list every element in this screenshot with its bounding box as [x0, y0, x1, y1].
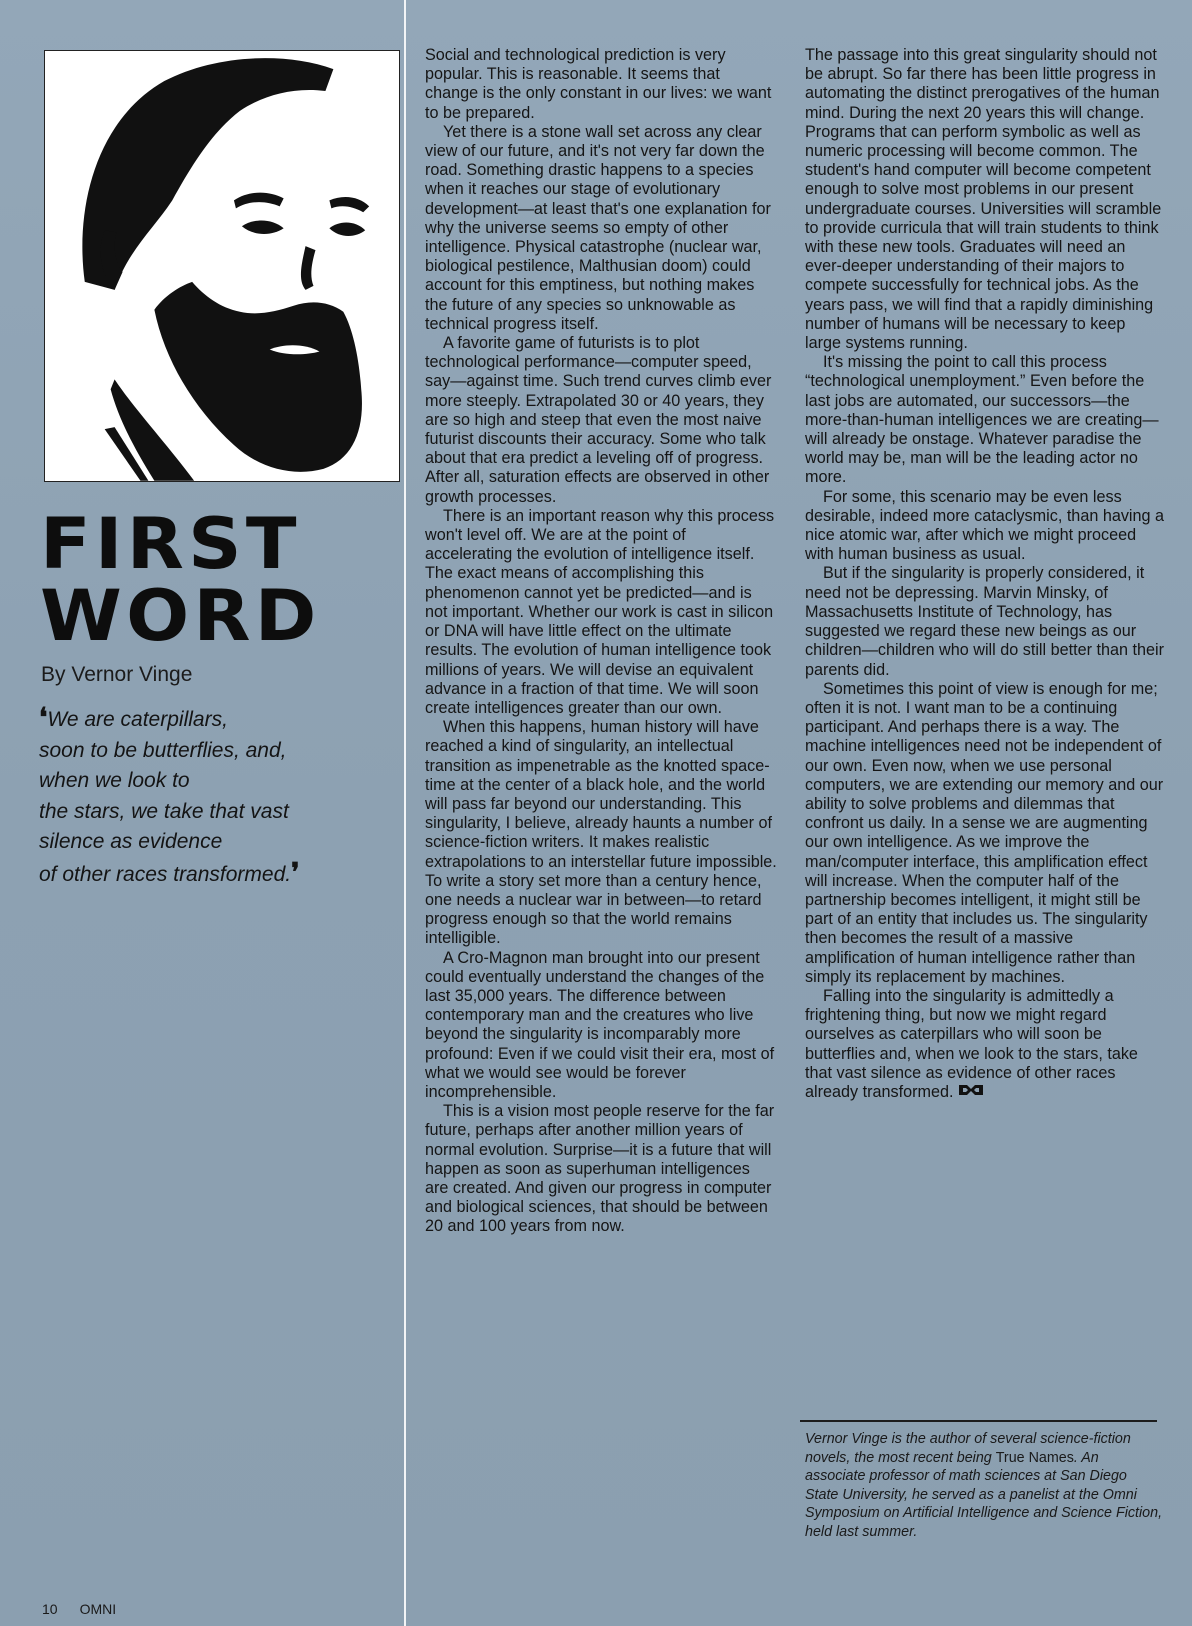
pull-quote-line-2: soon to be butterflies, and, — [39, 738, 287, 762]
paragraph: Social and technological prediction is very popular. This is reasonable. It seems that change is the only constant in our lives: we want to be prepared. — [425, 46, 772, 122]
paragraph: There is an important reason why this process won't level off. We are at the point of accelerating the evolution of intelligence itself. The exact means of accomplishing this phenomenon cannot yet be predicted—and is not important. Whether our work is cast in silicon or DNA will have little effect on the ultimate results. The evolution of human intelligence took millions of years. We will devise an equivalent advance in a fraction of that time. We will soon create intelligences greater than our own. — [425, 506, 775, 717]
bio-divider — [800, 1420, 1157, 1422]
open-quote-icon: ❛ — [39, 703, 48, 732]
pull-quote-line-3: when we look to — [39, 769, 190, 792]
magazine-name: OMNI — [79, 1601, 117, 1617]
pull-quote-line-1: ❛We are caterpillars, — [39, 703, 228, 732]
paragraph: Sometimes this point of view is enough for me; often it is not. I want man to be a continuing participant. And perhaps there is a way. The machine intelligences need not be independent of our own. Even now, when we use personal computers, we are extending our memory and our ability to solve problems and dilemmas that confront us daily. In a sense we are augmenting our own intelligence. As we improve the man/computer interface, this amplification effect will increase. When the computer half of the partnership becomes intelligent, it might still be part of an entity that includes us. The singularity then becomes the result of a massive amplification of human intelligence rather than simply its replacement by machines. — [805, 679, 1164, 986]
title-line-2: WORD — [40, 575, 321, 657]
author-portrait — [44, 50, 400, 482]
paragraph: The passage into this great singularity should not be abrupt. So far there has been little progress in automating the distinct prerogatives of the human mind. During the next 20 years this will change. Programs that can perform symbolic as well as numeric processing will become common. The student's hand computer will become competent enough to solve most problems in our present undergraduate courses. Universities will scramble to provide curricula that will train students to think with these new tools. Graduates will need an ever-deeper understanding of their majors to compete successfully for technical jobs. As the years pass, we will find that a rapidly diminishing number of humans will be necessary to keep large systems running. — [805, 46, 1162, 353]
paragraph: It's missing the point to call this process “technological unemployment.” Even before the last jobs are automated, our successors—the more-than-human intelligences we are creating—will already be onstage. Whatever paradise the world may be, man will be the leading actor no more. — [805, 353, 1159, 487]
pull-quote-line-4: the stars, we take that vast — [39, 799, 289, 823]
author-bio: Vernor Vinge is the author of several science-fiction novels, the most recent being True Names. An associate professor of math sciences at San Diego State University, he served as a panelist at the Omni Symposium on Artificial Intelligence and Science Fiction, held last summer. — [805, 1431, 1163, 1540]
pull-quote — [39, 703, 384, 890]
page-folio — [42, 1601, 138, 1617]
article-column-1 — [425, 46, 777, 1237]
article-column-2 — [805, 46, 1165, 1102]
paragraph: For some, this scenario may be even less desirable, indeed more cataclysmic, than having a nice atomic war, after which we might proceed with human business as usual. — [805, 487, 1165, 564]
pull-quote-line-5: silence as evidence — [39, 830, 223, 853]
paragraph-final: Falling into the singularity is admittedly a frightening thing, but now we might regard ourselves as caterpillars who will soon be butterflies and, when we look to the stars, take that vast silence as evidence of other races already transformed. — [805, 986, 1138, 1101]
paragraph: Yet there is a stone wall set across any clear view of our future, and it's not very far down the road. Something drastic happens to a species when it reaches our stage of evolutionary development—at least that's one explanation for why the universe seems so empty of other intelligence. Physical catastrophe (nuclear war, biological pestilence, Malthusian doom) could account for this emptiness, but nothing makes the future of any species so unknowable as technical progress itself. — [425, 122, 771, 333]
column-divider — [404, 0, 406, 1626]
close-quote-icon: ❜ — [291, 857, 300, 887]
book-title: True Names — [995, 1449, 1074, 1466]
page-title — [40, 503, 400, 657]
paragraph: When this happens, human history will have reached a kind of singularity, an intellectual transition as impenetrable as the knotted space-time at the center of a black hole, and the world will pass far beyond our understanding. This singularity, I believe, already haunts a number of science-fiction writers. It makes realistic extrapolations to an interstellar future impossible. To write a story set more than a century hence, one needs a nuclear war in between—to retard progress enough so that the world remains intelligible. — [425, 718, 777, 948]
paragraph: This is a vision most people reserve for the far future, perhaps after another million years of normal evolution. Surprise—it is a future that will happen as soon as superhuman intelligences are created. And given our progress in computer and biological sciences, that should be between 20 and 100 years from now. — [425, 1102, 775, 1236]
author-byline: By Vernor Vinge — [41, 663, 193, 686]
page-number: 10 — [42, 1601, 58, 1617]
paragraph: But if the singularity is properly considered, it need not be depressing. Marvin Minsky, of Massachusetts Institute of Technology, has suggested we regard these new beings as our children—children who will do still better than their parents did. — [805, 564, 1164, 679]
omni-logo-icon — [957, 1083, 985, 1097]
paragraph: A Cro-Magnon man brought into our present could eventually understand the changes of the last 35,000 years. The difference between contemporary man and the creatures who live beyond the singularity is incomparably more profound: Even if we could visit their era, most of what we would see would be forever incomprehensible. — [425, 948, 775, 1101]
pull-quote-line-6: of other races transformed.❜ — [39, 857, 300, 887]
paragraph: A favorite game of futurists is to plot technological performance—computer speed, say—against time. Such trend curves climb ever more steeply. Extrapolated 30 or 40 years, they are so high and steep that even the most naive futurist discounts their accuracy. Some who talk about that era predict a leveling off of progress. After all, saturation effects are observed in other growth processes. — [425, 334, 772, 506]
title-line-1: FIRST — [40, 503, 301, 585]
author-portrait-graphic — [45, 51, 399, 481]
